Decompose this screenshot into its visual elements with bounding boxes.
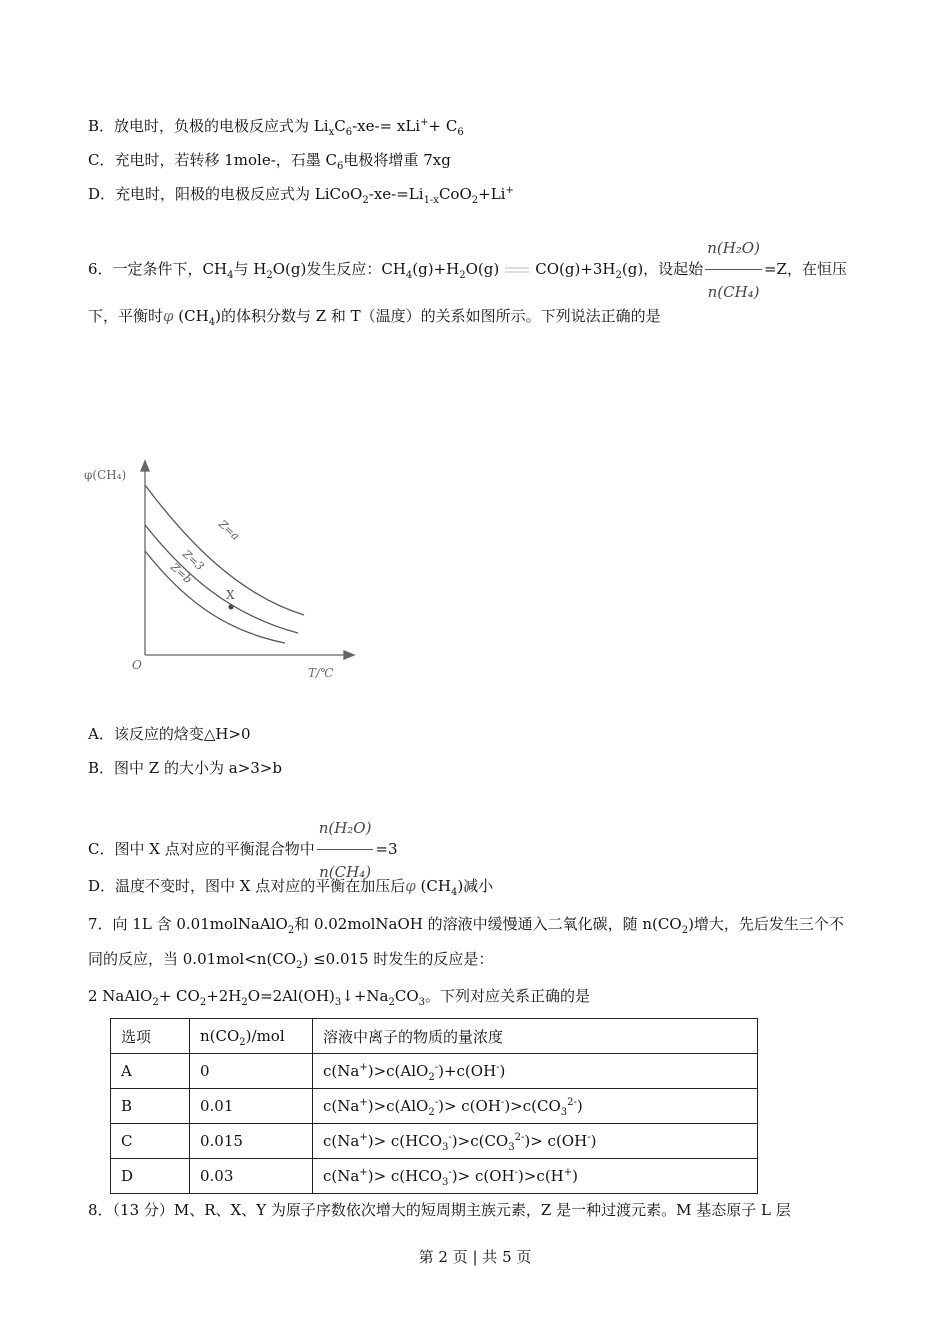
ratio-fraction: $\frac{\text{n(H₂O)}}{\text{n(CH₄)}}$ <box>317 808 374 892</box>
question-8: 8．（13 分）M、R、X、Y 为原子序数依次增大的短周期主族元素，Z 是一种过渡元素。M 基态原子 L 层 <box>88 1201 791 1219</box>
x-axis-label: T/℃ <box>308 666 334 680</box>
origin-label: O <box>132 658 142 672</box>
option-d: D．充电时，阳极的电极反应式为 $LiCoO_2-xe-=Li_{1-x}CoO_2+Li^+$ <box>88 185 514 206</box>
question-7-line-1: 7．向 1L 含 0.01molNaAlO$_2$和 0.02molNaOH 的溶液中缓慢通入二氧化碳，随 $n(CO_2)$增大，先后发生三个不 <box>88 915 844 936</box>
header-concentration: 溶液中离子的物质的量浓度 <box>313 1019 758 1054</box>
q6-option-d: D．温度不变时，图中 X 点对应的平衡在加压后φ $(CH_4)$减小 <box>88 877 494 898</box>
table-row: A 0 c(Na+)>c(AlO$_2$-)+c(OH-) <box>111 1054 758 1089</box>
point-x-label: X <box>226 588 235 602</box>
q6-option-c: C．图中 X 点对应的平衡混合物中 $\frac{\text{n(H₂O)}}{\text{n(CH₄)}}$ =3 <box>88 808 398 892</box>
equilibrium-arrow-icon <box>503 266 531 274</box>
question-7-line-2: 同的反应，当 $0.01mol<n(CO_2) \le 0.015$ 时发生的反应是： <box>88 950 494 971</box>
table-row: C 0.015 $c(Na^+)> c(HCO_3^-)>c(CO_3^{2-})> c(OH^-)$ <box>111 1124 758 1159</box>
phi-ch4-vs-temperature-chart <box>80 455 360 695</box>
question-6-line-2: 下，平衡时φ $(CH_4)$的体积分数与 Z 和 T（温度）的关系如图所示。下列说法正确的是 <box>88 307 661 328</box>
ion-concentration-table <box>110 1018 758 1194</box>
point-x <box>229 605 234 610</box>
table-header-row <box>111 1019 758 1054</box>
curve-z-3 <box>145 525 298 633</box>
table-row: B 0.01 $c(Na^+)>c(AlO_2^-)> c(OH^-)>c(CO_3^{2-})$ <box>111 1089 758 1124</box>
y-axis-arrow <box>141 461 149 471</box>
curve-z-a <box>145 485 304 615</box>
question-6-line-1: 6．一定条件下，$CH_4$与 $H_2O(g)$发生反应：$CH_4(g)+H_2O(g)$ $CO(g)+3H_2(g)$，设起始 $\frac{\text{n(H₂O)}}{\text{n(CH₄)}}$ =Z，在恒压 <box>88 228 847 312</box>
series-label-z-a: Z=a <box>215 517 243 543</box>
ratio-fraction: $\frac{\text{n(H₂O)}}{\text{n(CH₄)}}$ <box>705 228 762 312</box>
header-option: 选项 <box>111 1019 190 1054</box>
table-row: D 0.03 $c(Na^+)> c(HCO_3^-)> c(OH^-)>c(H^+)$ <box>111 1159 758 1194</box>
series-label-z-3: Z=3 <box>179 547 207 574</box>
page-footer: 第 2 页 | 共 5 页 <box>418 1248 532 1266</box>
q6-option-a: A．该反应的焓变△H>0 <box>88 725 251 743</box>
option-c: C．充电时，若转移 1mole-，石墨 $C_6$电极将增重 7xg <box>88 151 451 172</box>
curve-z-b <box>145 551 285 643</box>
question-7-line-3: 2 NaAlO$_2$+ $CO_2+2H_2O=2Al(OH)_3↓+Na_2CO_3$。下列对应关系正确的是 <box>88 987 591 1008</box>
x-axis-arrow <box>344 651 354 659</box>
q6-option-b: B．图中 Z 的大小为 a>3>b <box>88 759 282 777</box>
header-n-co2: $n(CO_2)$/mol <box>190 1019 313 1054</box>
option-b: B．放电时，负极的电极反应式为 $Li_xC_6-xe-= xLi^++ C_6$ <box>88 117 464 138</box>
y-axis-label: φ(CH₄) <box>84 468 127 482</box>
series-label-z-b: Z=b <box>167 560 195 587</box>
